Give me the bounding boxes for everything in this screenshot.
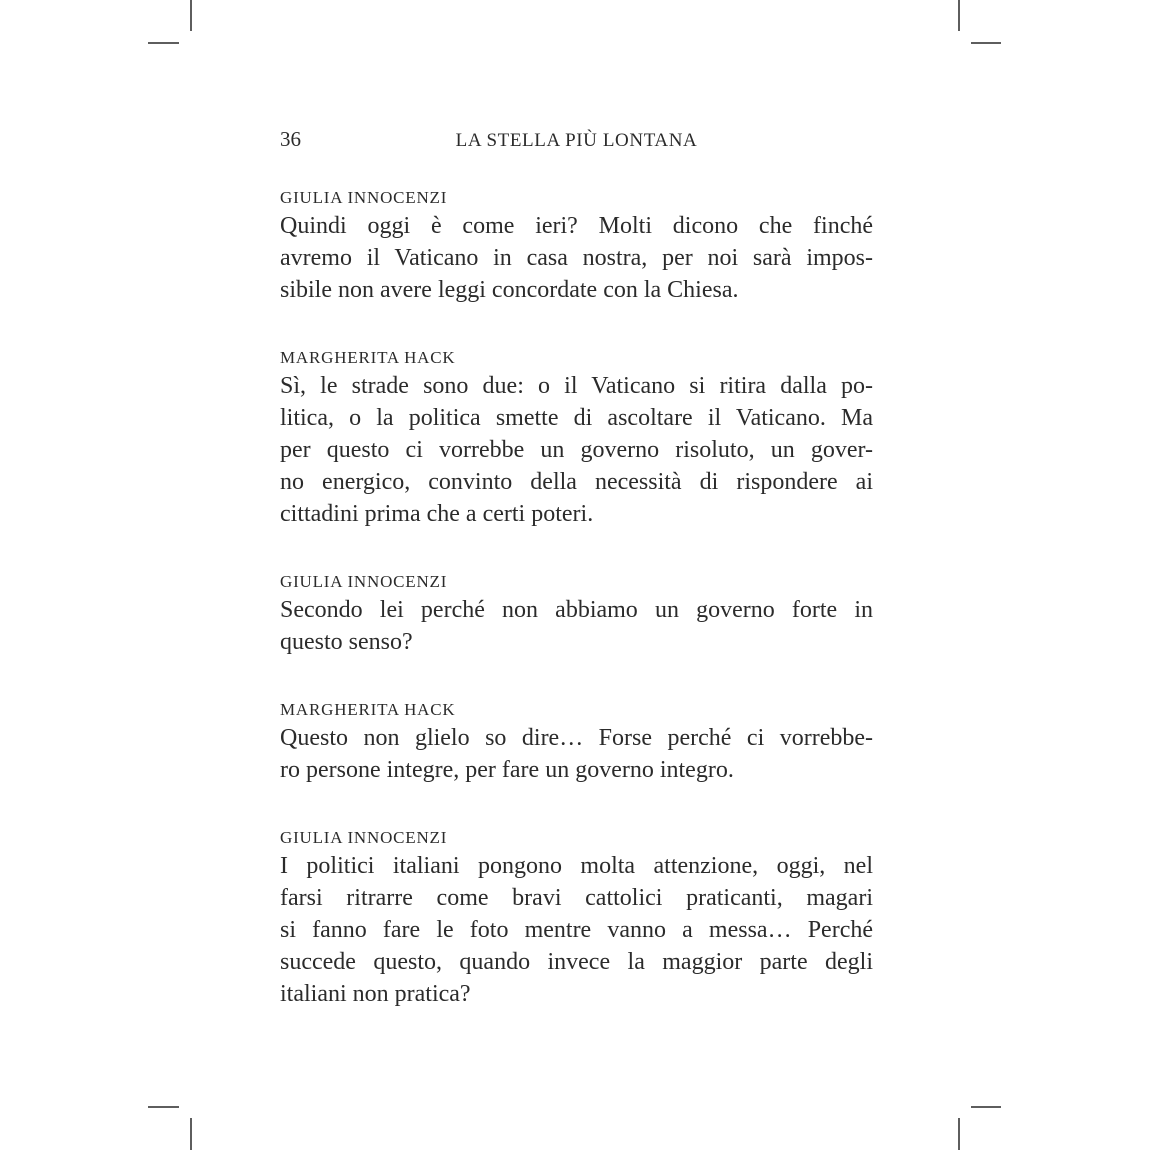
speaker-label: MARGHERITA HACK bbox=[280, 700, 456, 719]
dialogue-block bbox=[280, 346, 873, 530]
text-line: Sì, le strade sono due: o il Vaticano si ritira dalla po- bbox=[280, 373, 873, 399]
text-line: sibile non avere leggi concordate con la Chiesa. bbox=[280, 277, 739, 303]
page-number: 36 bbox=[280, 127, 301, 151]
speaker-label: GIULIA INNOCENZI bbox=[280, 572, 448, 591]
dialogue-block bbox=[280, 826, 873, 1010]
crop-mark-bottom-right-horizontal bbox=[971, 1106, 1001, 1108]
dialogue-block bbox=[280, 570, 873, 658]
text-line: questo senso? bbox=[280, 629, 413, 655]
crop-mark-top-right-vertical bbox=[958, 0, 960, 31]
crop-mark-bottom-left-vertical bbox=[190, 1118, 192, 1150]
dialogue-block bbox=[280, 186, 873, 306]
text-line: ro persone integre, per fare un governo integro. bbox=[280, 757, 734, 783]
text-line: italiani non pratica? bbox=[280, 981, 471, 1007]
crop-mark-top-right-horizontal bbox=[971, 42, 1001, 44]
text-line: Quindi oggi è come ieri? Molti dicono che finché bbox=[280, 213, 873, 239]
text-line: litica, o la politica smette di ascoltare il Vaticano. Ma bbox=[280, 405, 873, 431]
text-line: si fanno fare le foto mentre vanno a messa… Perché bbox=[280, 917, 873, 943]
text-line: avremo il Vaticano in casa nostra, per noi sarà impos- bbox=[280, 245, 873, 271]
text-line: I politici italiani pongono molta attenzione, oggi, nel bbox=[280, 853, 873, 879]
text-line: cittadini prima che a certi poteri. bbox=[280, 501, 594, 527]
text-line: per questo ci vorrebbe un governo risoluto, un gover- bbox=[280, 437, 873, 463]
crop-mark-top-left-horizontal bbox=[148, 42, 179, 44]
text-line: Secondo lei perché non abbiamo un governo forte in bbox=[280, 597, 873, 623]
speaker-label: GIULIA INNOCENZI bbox=[280, 188, 448, 207]
crop-mark-bottom-right-vertical bbox=[958, 1118, 960, 1150]
text-line: no energico, convinto della necessità di rispondere ai bbox=[280, 469, 873, 495]
speaker-label: MARGHERITA HACK bbox=[280, 348, 456, 367]
speaker-label: GIULIA INNOCENZI bbox=[280, 828, 448, 847]
text-line: succede questo, quando invece la maggior parte degli bbox=[280, 949, 873, 975]
text-line: farsi ritrarre come bravi cattolici praticanti, magari bbox=[280, 885, 873, 911]
text-line: Questo non glielo so dire… Forse perché ci vorrebbe- bbox=[280, 725, 873, 751]
crop-mark-top-left-vertical bbox=[190, 0, 192, 31]
dialogue-text-block bbox=[280, 186, 873, 1050]
crop-mark-bottom-left-horizontal bbox=[148, 1106, 179, 1108]
running-header: LA STELLA PIÙ LONTANA bbox=[455, 130, 698, 151]
dialogue-block bbox=[280, 698, 873, 786]
